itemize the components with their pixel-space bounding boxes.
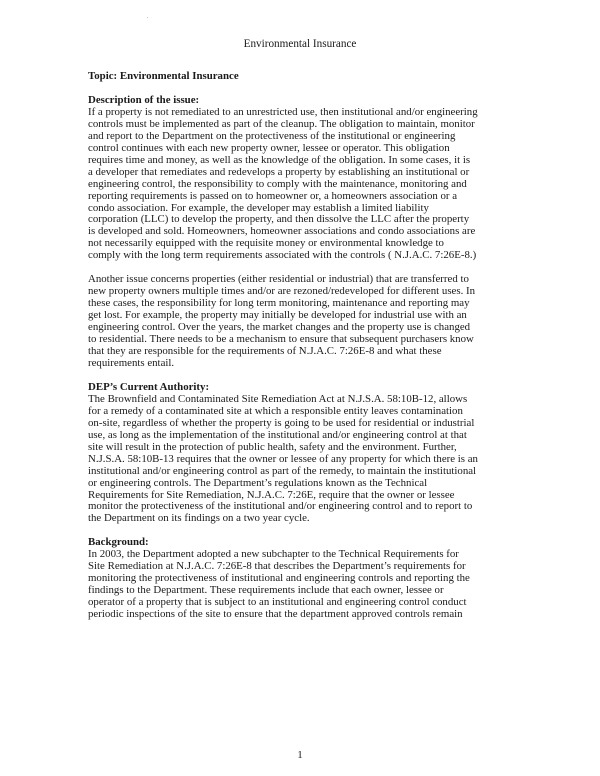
text-line: that they are responsible for the requirements of N.J.A.C. 7:26E-8 and what these (88, 345, 442, 358)
text-line: If a property is not remediated to an unrestricted use, then institutional and/or engineering (88, 105, 478, 118)
text-line: engineering control, the responsibility to comply with the maintenance, monitoring and (88, 177, 467, 190)
section (88, 537, 522, 621)
text-line: reporting requirements is passed on to homeowner or, a homeowners association or a (88, 189, 458, 202)
body-paragraph (88, 394, 522, 525)
section (88, 382, 522, 525)
text-line: comply with the long term requirements associated with the controls ( N.J.A.C. 7:26E-8.) (88, 249, 477, 262)
section-heading: Description of the issue: (88, 93, 200, 106)
text-line: control continues with each new property owner, lessee or operator. This obligation (88, 141, 450, 154)
text-line: for a remedy of a contaminated site at which a responsible entity leaves contamination (88, 404, 463, 417)
section-heading: Background: (88, 536, 149, 549)
text-line: Site Remediation at N.J.A.C. 7:26E-8 that describes the Department’s requirements for (88, 560, 466, 573)
text-line: In 2003, the Department adopted a new subchapter to the Technical Requirements for (88, 548, 459, 561)
text-line: is developed and sold. Homeowners, homeowner associations and condo associations are (88, 225, 476, 238)
text-line: site will result in the protection of public health, safety and the environment. Further, (88, 440, 457, 453)
text-line: on-site, regardless of whether the property is going to be used for residential or industrial (88, 416, 475, 429)
text-line: new property owners multiple times and/or are rezoned/redeveloped for different uses. In (88, 285, 476, 298)
text-line: operator of a property that is subject to an institutional and engineering control conduct (88, 596, 467, 609)
text-line: Another issue concerns properties (either residential or industrial) that are transferred to (88, 273, 469, 286)
sections-container (88, 95, 522, 621)
text-line: these cases, the responsibility for long term monitoring, maintenance and reporting may (88, 297, 470, 310)
text-line: a developer that remediates and redevelops a property by establishing an institutional or (88, 165, 470, 178)
topic-heading: Topic: Environmental Insurance (88, 70, 239, 82)
text-line: to residential. There needs to be a mechanism to ensure that subsequent purchasers know (88, 333, 474, 346)
text-line: institutional and/or engineering control as part of the remedy, to maintain the institutional (88, 464, 477, 477)
scan-mark: . (147, 14, 149, 20)
text-line: controls must be implemented as part of the cleanup. The obligation to maintain, monitor (88, 117, 475, 130)
text-line: condo association. For example, the developer may establish a limited liability (88, 201, 429, 214)
text-line: and report to the Department on the protectiveness of the institutional or engineering (88, 129, 456, 142)
section-heading: DEP’s Current Authority: (88, 380, 210, 393)
page-number: 1 (297, 749, 303, 761)
text-line: or engineering controls. The Department’s regulations known as the Technical (88, 476, 428, 489)
text-line: Requirements for Site Remediation, N.J.A.C. 7:26E, require that the owner or lessee (88, 488, 455, 501)
text-line: engineering control. Over the years, the market changes and the property use is changed (88, 321, 471, 334)
text-line: get lost. For example, the property may initially be developed for industrial use with an (88, 309, 467, 322)
text-line: requires time and money, as well as the knowledge of the obligation. In some cases, it is (88, 153, 471, 166)
body-paragraph (88, 274, 522, 370)
text-line: periodic inspections of the site to ensure that the department approved controls remain (88, 608, 463, 621)
text-line: not necessarily equipped with the requisite money or environmental knowledge to (88, 237, 444, 250)
document-body (88, 71, 522, 621)
text-line: monitoring the protectiveness of institutional and engineering controls and reporting the (88, 572, 470, 585)
text-line: the Department on its findings on a two year cycle. (88, 512, 310, 525)
page-header: Environmental Insurance (243, 38, 357, 50)
body-paragraph (88, 549, 522, 621)
text-line: requirements entail. (88, 356, 175, 369)
text-line: findings to the Department. These requirements include that each owner, lessee or (88, 584, 444, 597)
section (88, 95, 522, 370)
text-line: The Brownfield and Contaminated Site Remediation Act at N.J.S.A. 58:10B-12, allows (88, 392, 468, 405)
body-paragraph (88, 107, 522, 262)
text-line: N.J.S.A. 58:10B-13 requires that the owner or lessee of any property for which there is an (88, 452, 478, 465)
text-line: corporation (LLC) to develop the property, and then dissolve the LLC after the property (88, 213, 470, 226)
text-line: monitor the protectiveness of the institutional and/or engineering control and to report to (88, 500, 473, 513)
text-line: use, as long as the implementation of the institutional and/or engineering control at that (88, 428, 467, 441)
